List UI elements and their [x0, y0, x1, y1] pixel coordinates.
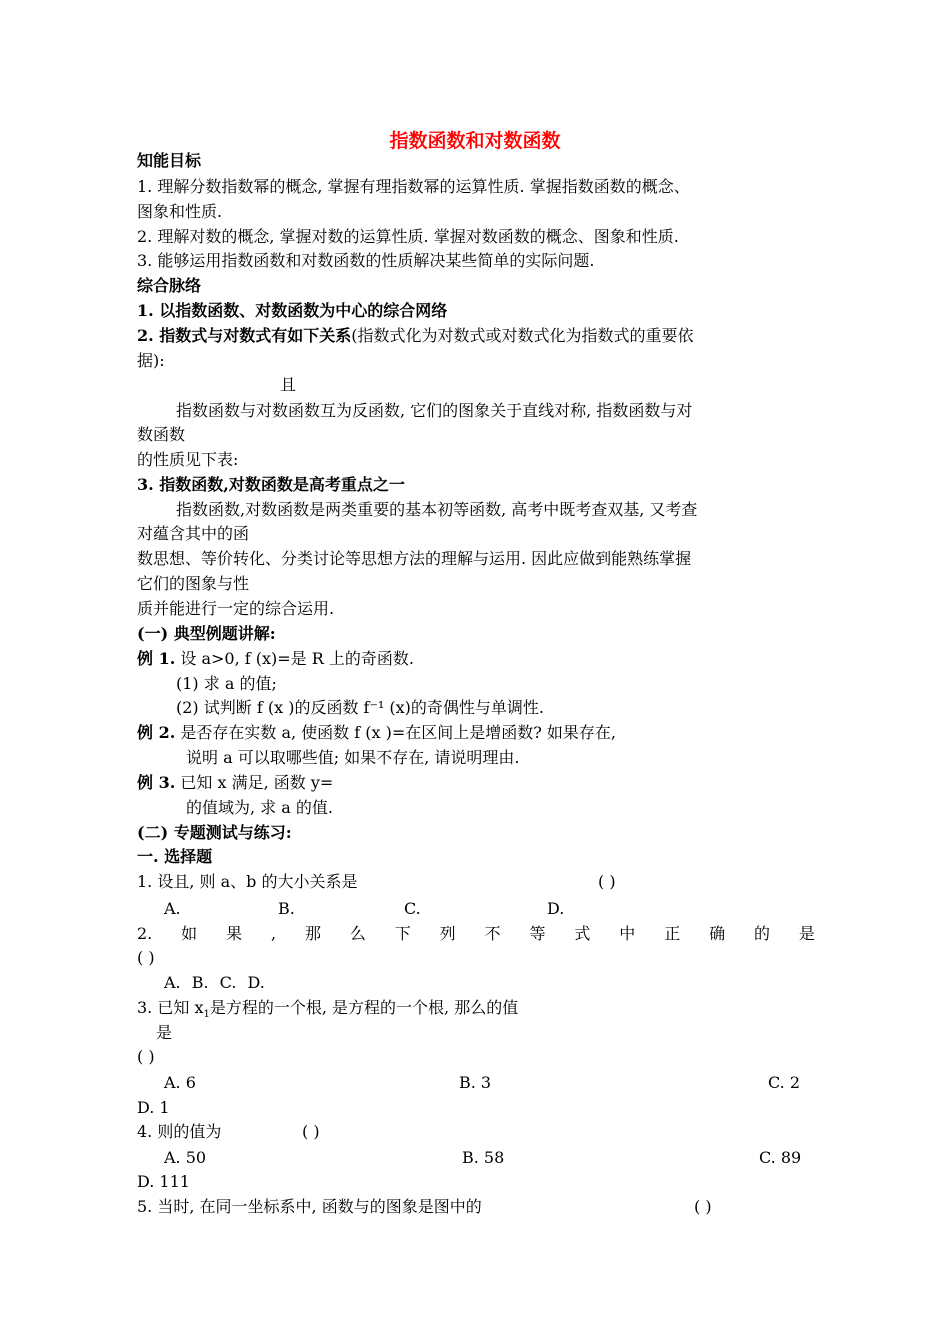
question-1-option-a: A.: [164, 899, 181, 918]
network-point-1: 1. 以指数函数、对数函数为中心的综合网络: [137, 301, 448, 320]
example-3-text: 已知 x 满足, 函数 y=: [180, 773, 334, 792]
example-3: [137, 772, 333, 794]
example-3-text-2: 的值域为, 求 a 的值.: [186, 798, 333, 817]
q2-word: 那: [304, 924, 321, 943]
example-3-label: 例 3.: [137, 773, 176, 792]
question-1-option-b: B.: [278, 899, 295, 918]
example-1-question-1: (1) 求 a 的值;: [176, 674, 277, 693]
example-1-text: 设 a>0, f (x)=是 R 上的奇函数.: [180, 649, 414, 668]
question-3-option-d: D. 1: [137, 1098, 170, 1117]
question-2-options: A. B. C. D.: [164, 973, 265, 992]
example-2-label: 例 2.: [137, 723, 176, 742]
question-2: [137, 923, 815, 945]
choice-section-heading: 一. 选择题: [137, 847, 213, 866]
question-4-option-c: C. 89: [759, 1148, 802, 1167]
point-3-text-3: 数思想、等价转化、分类讨论等思想方法的理解与运用. 因此应做到能熟练掌握: [137, 549, 692, 568]
q2-word: 确: [709, 924, 726, 943]
q3-prefix: 3. 已知 x: [137, 998, 204, 1017]
q3-subscript: 1: [203, 1009, 210, 1021]
q2-word: 中: [619, 924, 636, 943]
goal-item-1-cont: 图象和性质.: [137, 202, 223, 221]
q2-word: 不: [484, 924, 501, 943]
question-4-option-d: D. 111: [137, 1172, 190, 1191]
q2-word: 的: [754, 924, 771, 943]
question-3-option-a: A. 6: [164, 1073, 196, 1092]
question-4: 4. 则的值为: [137, 1122, 222, 1141]
question-4-option-b: B. 58: [462, 1148, 505, 1167]
example-1: [137, 648, 414, 670]
inverse-text-2: 数函数: [137, 425, 186, 444]
point-3-text-2: 对蕴含其中的函: [137, 524, 250, 543]
network-point-2: [137, 325, 694, 347]
network-point-2-bold: 2. 指数式与对数式有如下关系: [137, 326, 352, 345]
q2-word: 下: [394, 924, 411, 943]
question-1-answer-paren: ( ): [598, 872, 616, 891]
q2-word: 如: [181, 924, 198, 943]
example-2-text: 是否存在实数 a, 使函数 f (x )=在区间上是增函数? 如果存在,: [180, 723, 617, 742]
question-4-answer-paren: ( ): [302, 1122, 320, 1141]
q2-word: 是: [798, 924, 815, 943]
example-2-text-2: 说明 a 可以取哪些值; 如果不存在, 请说明理由.: [186, 748, 520, 767]
point-3-text-5: 质并能进行一定的综合运用.: [137, 599, 335, 618]
point-3-text-4: 它们的图象与性: [137, 574, 250, 593]
q3-rest: 是方程的一个根, 是方程的一个根, 那么的值: [209, 998, 519, 1017]
goal-item-2: 2. 理解对数的概念, 掌握对数的运算性质. 掌握对数函数的概念、图象和性质.: [137, 227, 679, 246]
question-3: [137, 997, 518, 1026]
goals-heading: 知能目标: [137, 151, 202, 170]
question-5-answer-paren: ( ): [694, 1197, 712, 1216]
question-2-answer-paren: ( ): [137, 948, 155, 967]
question-5: 5. 当时, 在同一坐标系中, 函数与的图象是图中的: [137, 1197, 482, 1216]
question-3-answer-paren: ( ): [137, 1047, 155, 1066]
example-1-question-2: (2) 试判断 f (x )的反函数 f⁻¹ (x)的奇偶性与单调性.: [176, 698, 544, 717]
example-1-label: 例 1.: [137, 649, 176, 668]
network-point-2-rest: (指数式化为对数式或对数式化为指数式的重要依: [351, 326, 694, 345]
example-2: [137, 722, 616, 744]
inverse-text-3: 的性质见下表:: [137, 450, 239, 469]
question-3-option-b: B. 3: [459, 1073, 492, 1092]
q2-word: 么: [349, 924, 366, 943]
goal-item-1: 1. 理解分数指数幂的概念, 掌握有理指数幂的运算性质. 掌握指数函数的概念、: [137, 177, 690, 196]
practice-heading: (二) 专题测试与练习:: [137, 823, 292, 842]
inverse-text-1: 指数函数与对数函数互为反函数, 它们的图象关于直线对称, 指数函数与对: [176, 401, 693, 420]
q2-word: 果: [226, 924, 243, 943]
question-1-option-d: D.: [547, 899, 565, 918]
question-4-option-a: A. 50: [164, 1148, 207, 1167]
network-point-3: 3. 指数函数,对数函数是高考重点之一: [137, 475, 405, 494]
q2-word: 2.: [137, 924, 153, 943]
q2-word: ,: [270, 924, 277, 943]
examples-heading: (一) 典型例题讲解:: [137, 624, 276, 643]
point-3-text-1: 指数函数,对数函数是两类重要的基本初等函数, 高考中既考查双基, 又考查: [176, 500, 698, 519]
document-title: 指数函数和对数函数: [389, 130, 561, 152]
goal-item-3: 3. 能够运用指数函数和对数函数的性质解决某些简单的实际问题.: [137, 251, 595, 270]
question-3-option-c: C. 2: [768, 1073, 801, 1092]
network-point-2-end: 据):: [137, 351, 165, 370]
question-1: 1. 设且, 则 a、b 的大小关系是: [137, 872, 358, 891]
qie-text: 且: [280, 375, 297, 394]
q2-word: 等: [529, 924, 546, 943]
question-1-option-c: C.: [404, 899, 421, 918]
question-3-line-2: 是: [156, 1023, 173, 1042]
q2-word: 列: [439, 924, 456, 943]
q2-word: 式: [574, 924, 591, 943]
network-heading: 综合脉络: [137, 276, 202, 295]
q2-word: 正: [664, 924, 681, 943]
